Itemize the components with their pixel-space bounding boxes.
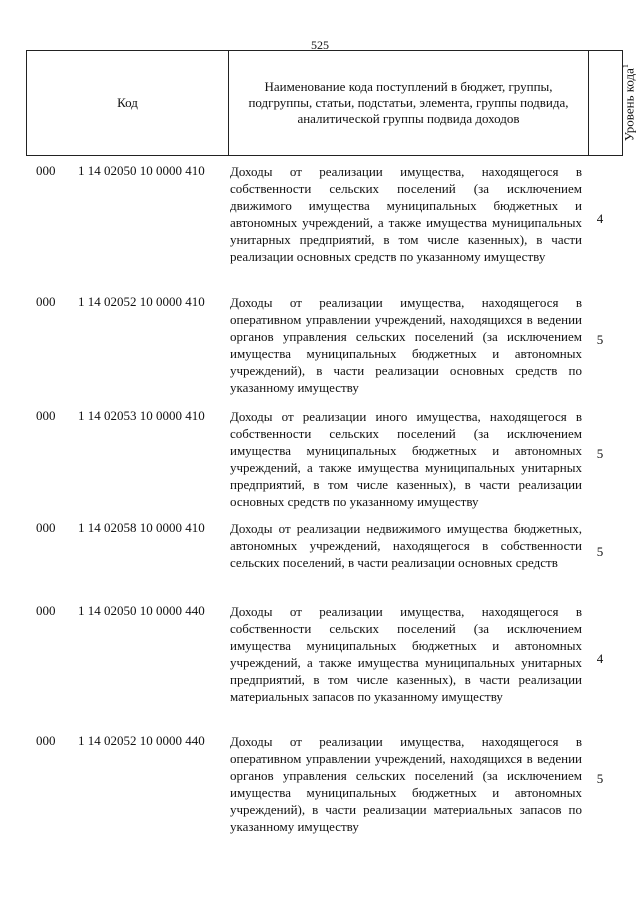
income-code: 1 14 02052 10 0000 440 — [78, 733, 205, 748]
admin-code: 000 — [36, 163, 56, 178]
header-level-label: Уровень кода$^1$ — [620, 64, 637, 142]
code-level: 5 — [596, 446, 604, 461]
code-level: 4 — [596, 651, 604, 666]
income-code: 1 14 02050 10 0000 410 — [78, 163, 205, 178]
income-name: Доходы от реализации имущества, находящегося в собственности сельских поселений (за исключением движимого имущества муниципальных бюджетных и автономных учреждений, а также имущества муниципальных унитарных предприятий, в том числе казенных), в части реализации основных средств по указанному имуществу — [230, 164, 582, 264]
code-level: 5 — [596, 771, 604, 786]
code-level: 5 — [596, 332, 604, 347]
code-level: 5 — [596, 544, 604, 559]
income-name: Доходы от реализации недвижимого имущества бюджетных, автономных учреждений, находящегося в собственности сельских поселений, в части реализации основных средств — [230, 521, 582, 570]
page-number: 525 — [311, 38, 329, 52]
income-name: Доходы от реализации имущества, находящегося в оперативном управлении учреждений, находящихся в ведении органов управления сельских поселений (за исключением имущества муниципальных бюджетных и автономных учреждений), в части реализации материальных запасов по указанному имуществу — [230, 734, 582, 834]
admin-code: 000 — [36, 408, 56, 423]
header-level — [589, 51, 637, 156]
admin-code: 000 — [36, 733, 56, 748]
table-header — [26, 50, 637, 156]
admin-code: 000 — [36, 520, 56, 535]
income-name: Доходы от реализации иного имущества, находящегося в собственности сельских поселений (за исключением имущества муниципальных бюджетных и автономных учреждений, а также имущества муниципальных унитарных предприятий, в том числе казенных), в части реализации основных средств по указанному имуществу — [230, 409, 582, 509]
income-code: 1 14 02050 10 0000 440 — [78, 603, 205, 618]
income-code: 1 14 02053 10 0000 410 — [78, 408, 205, 423]
income-code: 1 14 02052 10 0000 410 — [78, 294, 205, 309]
code-level: 4 — [596, 211, 604, 226]
admin-code: 000 — [36, 603, 56, 618]
income-name: Доходы от реализации имущества, находящегося в собственности сельских поселений (за исключением имущества муниципальных бюджетных и автономных учреждений, а также имущества муниципальных унитарных предприятий, в том числе казенных), в части реализации материальных запасов по указанному имуществу — [230, 604, 582, 704]
income-code: 1 14 02058 10 0000 410 — [78, 520, 205, 535]
admin-code: 000 — [36, 294, 56, 309]
header-name: Наименование кода поступлений в бюджет, группы, подгруппы, статьи, подстатьи, элемента, группы подвида, аналитической группы подвида доходов — [229, 51, 589, 156]
header-code: Код — [27, 51, 229, 156]
income-name: Доходы от реализации имущества, находящегося в оперативном управлении учреждений, находящихся в ведении органов управления сельских поселений (за исключением имущества муниципальных бюджетных и автономных учреждений), в части реализации основных средств по указанному имуществу — [230, 295, 582, 395]
footnote-marker: 1 — [620, 64, 630, 69]
